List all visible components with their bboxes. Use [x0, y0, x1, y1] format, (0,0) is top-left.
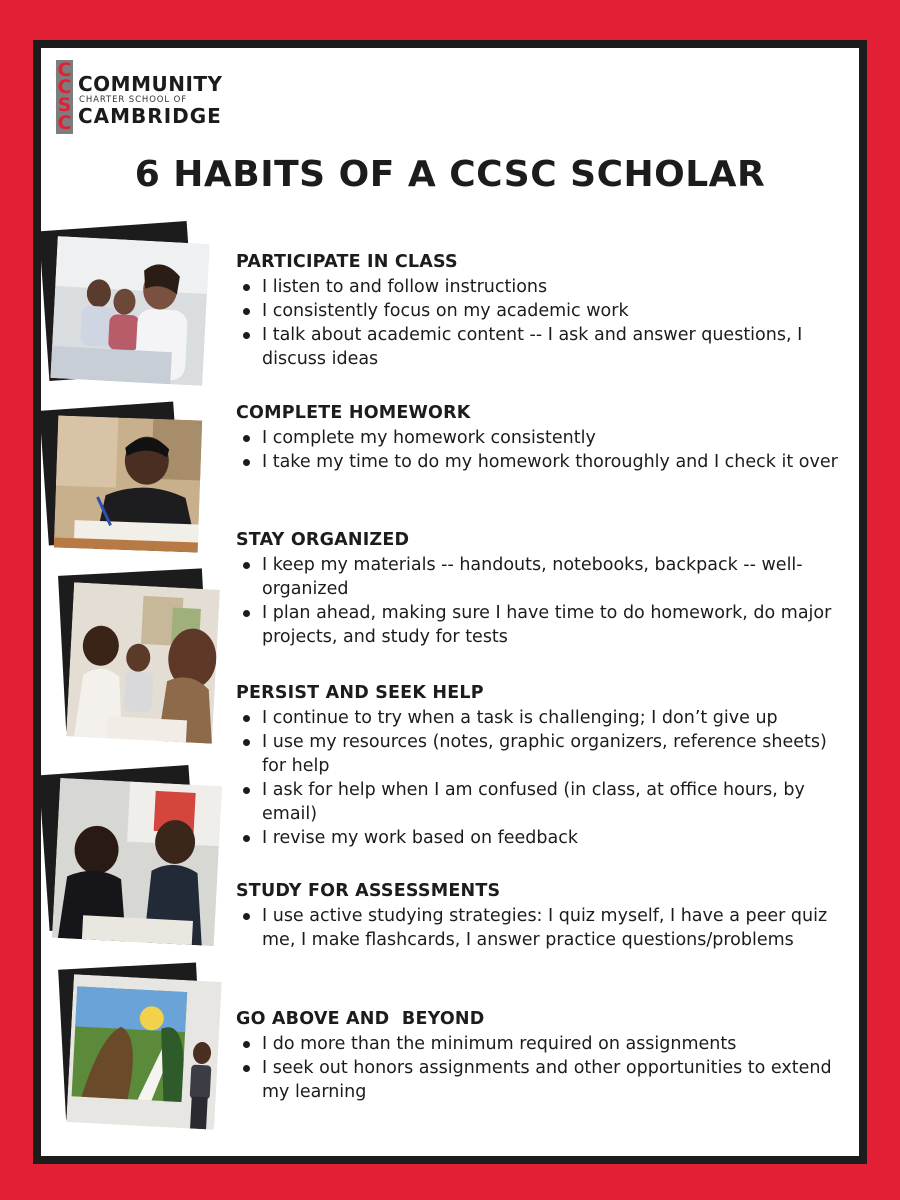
habit-heading: COMPLETE HOMEWORK [236, 403, 471, 423]
photo-participate [40, 226, 210, 388]
habit-item: I continue to try when a task is challenging; I don’t give up [236, 706, 856, 730]
habit-item: I complete my homework consistently [236, 426, 856, 450]
habit-persist [236, 682, 856, 850]
page-title: 6 HABITS OF A CCSC SCHOLAR [134, 154, 766, 195]
habit-heading: STUDY FOR ASSESSMENTS [236, 881, 501, 901]
habit-item: I revise my work based on feedback [236, 826, 856, 850]
habit-item: I consistently focus on my academic work [236, 299, 856, 323]
logo-line-cambridge: CAMBRIDGE [78, 104, 222, 128]
habit-organized [236, 529, 856, 649]
logo-letter-bar [56, 60, 73, 134]
habit-item: I do more than the minimum required on assignments [236, 1032, 856, 1056]
habit-item: I plan ahead, making sure I have time to do homework, do major projects, and study for tests [236, 601, 856, 649]
habit-item: I talk about academic content -- I ask and answer questions, I discuss ideas [236, 323, 856, 371]
photo-organized [58, 572, 223, 747]
habit-heading: PARTICIPATE IN CLASS [236, 252, 458, 272]
habit-item: I use my resources (notes, graphic organizers, reference sheets) for help [236, 730, 856, 778]
habit-heading: STAY ORGANIZED [236, 530, 410, 550]
logo-letter: C [57, 76, 72, 98]
logo-letter: C [57, 59, 72, 81]
habit-beyond [236, 1008, 856, 1104]
photo-persist [40, 770, 225, 948]
habit-assessments [236, 880, 856, 952]
habit-item: I keep my materials -- handouts, notebooks, backpack -- well-organized [236, 553, 856, 601]
habit-item: I take my time to do my homework thoroughly and I check it over [236, 450, 856, 474]
habit-heading: GO ABOVE AND BEYOND [236, 1009, 485, 1029]
habit-item: I seek out honors assignments and other opportunities to extend my learning [236, 1056, 856, 1104]
logo-letter: C [57, 112, 72, 134]
habit-participate [236, 251, 856, 371]
logo-line-charter: CHARTER SCHOOL OF [79, 95, 188, 105]
habit-heading: PERSIST AND SEEK HELP [236, 683, 484, 703]
habit-item: I use active studying strategies: I quiz myself, I have a peer quiz me, I make flashcards, I answer practice questions/problems [236, 904, 856, 952]
photo-beyond [58, 966, 226, 1130]
logo-letter: S [57, 94, 72, 116]
habit-homework [236, 402, 856, 474]
school-logo [56, 60, 226, 134]
logo-line-community: COMMUNITY [78, 72, 223, 96]
habit-item: I listen to and follow instructions [236, 275, 856, 299]
photo-homework [40, 406, 205, 556]
habit-item: I ask for help when I am confused (in class, at office hours, by email) [236, 778, 856, 826]
